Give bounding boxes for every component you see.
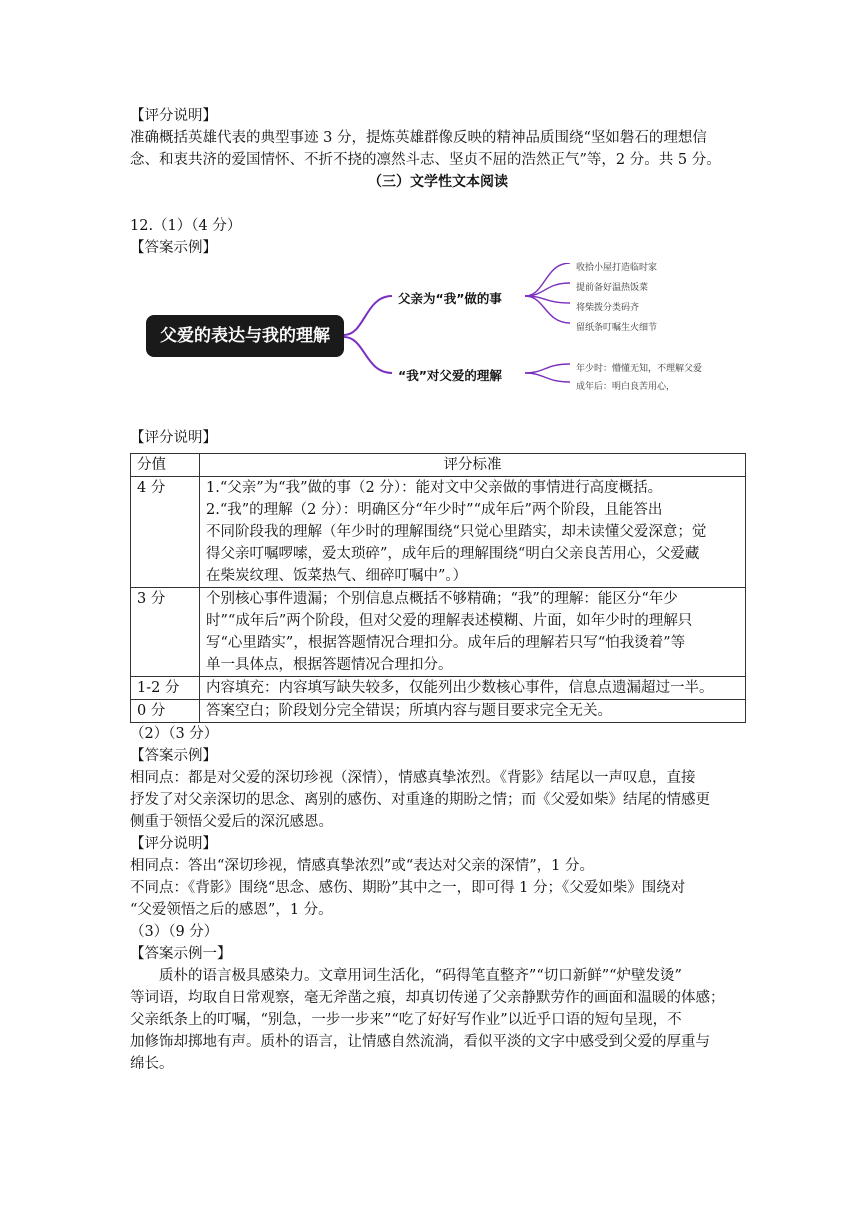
criteria-line: 在柴炭纹理、饭菜热气、细碎叮嘱中”。） — [206, 568, 468, 584]
table-header-cell: 评分标准 — [200, 454, 746, 477]
criteria-line: 单一具体点，根据答题情况合理扣分。 — [206, 657, 453, 673]
question-head: （3）（9 分） — [130, 924, 219, 940]
question-head: （2）（3 分） — [130, 726, 219, 742]
answer-para-line: 等词语，均取自日常观察，毫无斧凿之痕，却真切传递了父亲静默劳作的画面和温暖的体感； — [130, 990, 725, 1006]
table-row — [131, 677, 746, 700]
criteria-line: 不同阶段我的理解（年少时的理解围绕“只觉心里踏实，却未读懂父爱深意；觉 — [206, 524, 707, 540]
criteria-line: 得父亲叮嘱啰嗦，爱太琐碎”，成年后的理解围绕“明白父亲良苦用心，父爱藏 — [206, 546, 700, 562]
mind-map-branch: “我”对父爱的理解 — [398, 368, 502, 383]
answer-label: 【答案示例一】 — [130, 946, 232, 962]
criteria-cell — [200, 477, 746, 588]
scoring-label: 【评分说明】 — [130, 430, 217, 446]
mind-map-leaf: 年少时：懵懂无知，不理解父爱 — [576, 364, 703, 374]
table-row — [131, 477, 746, 588]
answer-line: 相同点：都是对父爱的深切珍视（深情），情感真挚浓烈。《背影》结尾以一声叹息，直接 — [130, 770, 696, 786]
table-header-row — [131, 454, 746, 477]
criteria-cell — [200, 700, 746, 723]
mind-map-root: 父爱的表达与我的理解 — [146, 315, 344, 357]
scoring-line: 不同点：《背影》围绕“思念、感伤、期盼”其中之一，即可得 1 分；《父爱如柴》围绕对 — [130, 880, 686, 896]
scoring-text-line: 念、和衷共济的爱国情怀、不折不挠的凛然斗志、坚贞不屈的浩然正气”等，2 分。共 5 分。 — [130, 152, 721, 168]
score-cell: 1-2 分 — [131, 677, 200, 700]
question-head: 12.（1）（4 分） — [130, 218, 242, 234]
answer-label: 【答案示例】 — [130, 240, 217, 256]
scoring-table — [130, 453, 746, 723]
answer-para-line: 质朴的语言极具感染力。文章用词生活化，“码得笔直整齐”“切口新鲜”“炉壁发烫” — [159, 968, 682, 984]
score-cell: 0 分 — [131, 700, 200, 723]
scoring-line: 相同点：答出“深切珍视，情感真挚浓烈”或“表达对父亲的深情”，1 分。 — [130, 858, 594, 874]
scoring-label: 【评分说明】 — [130, 108, 217, 124]
criteria-cell — [200, 677, 746, 700]
section-title: （三）文学性文本阅读 — [368, 174, 508, 190]
criteria-line: 1.“父亲”为“我”做的事（2 分）：能对文中父亲做的事情进行高度概括。 — [206, 480, 663, 496]
criteria-line: 时”“成年后”两个阶段，但对父爱的理解表述模糊、片面，如年少时的理解只 — [206, 613, 693, 629]
table-header-cell: 分值 — [131, 454, 200, 477]
mind-map-leaf: 将柴拨分类码齐 — [576, 303, 640, 313]
mind-map-leaf: 留纸条叮嘱生火细节 — [576, 323, 658, 333]
mind-map — [130, 263, 746, 405]
answer-para-line: 父亲纸条上的叮嘱，“别急，一步一步来”“吃了好好写作业”以近乎口语的短句呈现，不 — [130, 1012, 682, 1028]
answer-line: 侧重于领悟父爱后的深沉感恩。 — [130, 814, 333, 830]
criteria-line: 2.“我”的理解（2 分）：明确区分“年少时”“成年后”两个阶段，且能答出 — [206, 502, 663, 518]
criteria-line: 个别核心事件遗漏；个别信息点概括不够精确；“我”的理解：能区分“年少 — [206, 591, 678, 607]
table-row — [131, 700, 746, 723]
score-cell: 3 分 — [131, 588, 200, 677]
answer-para-line: 加修饰却掷地有声。质朴的语言，让情感自然流淌，看似平淡的文字中感受到父爱的厚重与 — [130, 1034, 710, 1050]
mind-map-leaf: 成年后：明白良苦用心， — [576, 382, 676, 392]
document-page — [130, 105, 746, 1075]
criteria-line: 写“心里踏实”，根据答题情况合理扣分。成年后的理解若只写“怕我烫着”等 — [206, 635, 686, 651]
mind-map-leaf: 提前备好温热饭菜 — [576, 283, 649, 293]
criteria-line: 答案空白；阶段划分完全错误；所填内容与题目要求完全无关。 — [206, 703, 612, 719]
mind-map-branch: 父亲为“我”做的事 — [398, 291, 502, 306]
table-row — [131, 588, 746, 677]
score-cell: 4 分 — [131, 477, 200, 588]
scoring-text-line: 准确概括英雄代表的典型事迹 3 分，提炼英雄群像反映的精神品质围绕“坚如磐石的理想信 — [130, 130, 707, 146]
answer-label: 【答案示例】 — [130, 748, 217, 764]
scoring-line: “父爱领悟之后的感恩”，1 分。 — [130, 902, 333, 918]
criteria-cell — [200, 588, 746, 677]
scoring-label: 【评分说明】 — [130, 836, 217, 852]
mind-map-leaf: 收拾小屋打造临时家 — [576, 263, 658, 273]
criteria-line: 内容填充：内容填写缺失较多，仅能列出少数核心事件，信息点遗漏超过一半。 — [206, 680, 714, 696]
answer-line: 抒发了对父亲深切的思念、离别的感伤、对重逢的期盼之情；而《父爱如柴》结尾的情感更 — [130, 792, 710, 808]
answer-para-line: 绵长。 — [130, 1056, 174, 1072]
